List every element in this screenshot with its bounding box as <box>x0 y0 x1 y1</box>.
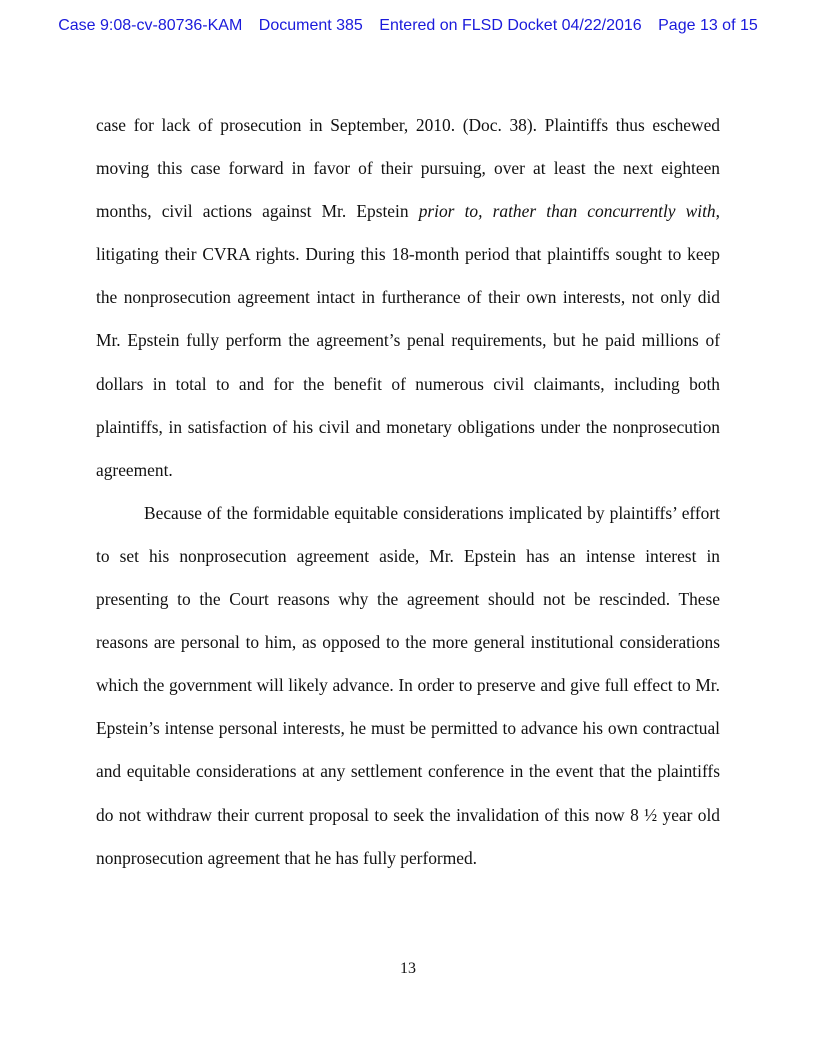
docket-entry: Entered on FLSD Docket 04/22/2016 <box>379 17 642 34</box>
case-number: Case 9:08-cv-80736-KAM <box>58 17 243 34</box>
docket-header <box>0 17 816 35</box>
page-indicator: Page 13 of 15 <box>658 17 758 34</box>
document-body <box>96 104 720 880</box>
paragraph-1-text-a: case for lack of prosecution in September, 2010. (Doc. 38). Plaintiffs thus eschewed moving this case forward in favor of their pursuing, over at least the next eighteen months, civil actions against Mr. Epstein <box>96 115 720 222</box>
page-number: 13 <box>400 960 416 977</box>
paragraph-2: Because of the formidable equitable considerations implicated by plaintiffs’ effort to set his nonprosecution agreement aside, Mr. Epstein has an intense interest in presenting to the Court reasons why the agreement should not be rescinded. These reasons are personal to him, as opposed to the more general institutional considerations which the government will likely advance. In order to preserve and give full effect to Mr. Epstein’s intense personal interests, he must be permitted to advance his own contractual and equitable considerations at any settlement conference in the event that the plaintiffs do not withdraw their current proposal to seek the invalidation of this now 8 ½ year old nonprosecution agreement that he has fully performed. <box>96 502 720 868</box>
paragraph-1-italic: prior to, rather than concurrently with <box>418 201 716 222</box>
paragraph-1 <box>96 104 720 492</box>
document-number: Document 385 <box>258 17 363 34</box>
paragraph-1-text-b: , litigating their CVRA rights. During this 18-month period that plaintiffs sought to keep the nonprosecution agreement intact in furtherance of their own interests, not only did Mr. Epstein fully perform the agreement’s penal requirements, but he paid millions of dollars in total to and for the benefit of numerous civil claimants, including both plaintiffs, in satisfaction of his civil and monetary obligations under the nonprosecution agreement. <box>96 201 720 480</box>
